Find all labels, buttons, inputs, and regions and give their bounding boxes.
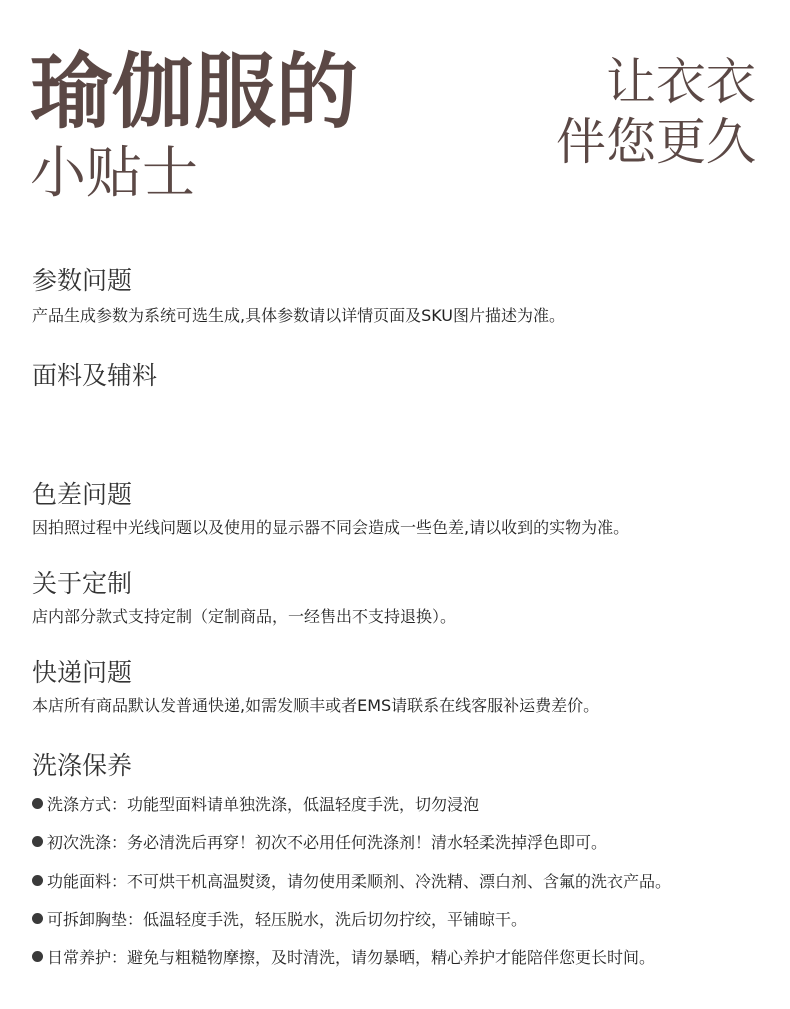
params-heading: 参数问题: [32, 266, 133, 295]
care-item: [32, 912, 527, 928]
shipping-heading: 快递问题: [32, 658, 133, 687]
slogan-line-1: 让衣衣: [606, 53, 756, 111]
bullet-icon: [32, 836, 43, 847]
bullet-icon: [32, 951, 43, 962]
color-text: 因拍照过程中光线问题以及使用的显示器不同会造成一些色差,请以收到的实物为准。: [32, 518, 630, 537]
care-item-text: 初次洗涤：务必清洗后再穿！初次不必用任何洗涤剂！清水轻柔洗掉浮色即可。: [47, 833, 608, 852]
bullet-icon: [32, 913, 43, 924]
care-item: [32, 835, 607, 851]
care-item: [32, 797, 479, 813]
care-item-text: 功能面料：不可烘干机高温熨烫，请勿使用柔顺剂、冷洗精、漂白剂、含氟的洗衣产品。: [47, 872, 672, 891]
care-item-text: 日常养护：避免与粗糙物摩擦，及时清洗，请勿暴晒，精心养护才能陪伴您更长时间。: [47, 948, 656, 967]
care-item: [32, 950, 655, 966]
care-item-text: 可拆卸胸垫：低温轻度手洗，轻压脱水，洗后切勿拧绞，平铺晾干。: [47, 910, 528, 929]
bullet-icon: [32, 875, 43, 886]
shipping-text: 本店所有商品默认发普通快递,如需发顺丰或者EMS请联系在线客服补运费差价。: [32, 696, 600, 715]
slogan: [556, 52, 756, 172]
page-subtitle: 小贴士: [30, 141, 198, 206]
care-item-text: 洗涤方式：功能型面料请单独洗涤，低温轻度手洗，切勿浸泡: [47, 795, 480, 814]
custom-text: 店内部分款式支持定制（定制商品，一经售出不支持退换）。: [32, 607, 457, 626]
page-title: 瑜伽服的: [30, 45, 359, 140]
custom-heading: 关于定制: [32, 569, 133, 598]
color-heading: 色差问题: [32, 480, 133, 509]
bullet-icon: [32, 798, 43, 809]
fabric-heading: 面料及辅料: [32, 361, 158, 390]
slogan-line-2: 伴您更久: [556, 113, 756, 171]
care-heading: 洗涤保养: [32, 751, 133, 780]
params-text: 产品生成参数为系统可选生成,具体参数请以详情页面及SKU图片描述为准。: [32, 306, 566, 325]
care-item: [32, 874, 671, 890]
